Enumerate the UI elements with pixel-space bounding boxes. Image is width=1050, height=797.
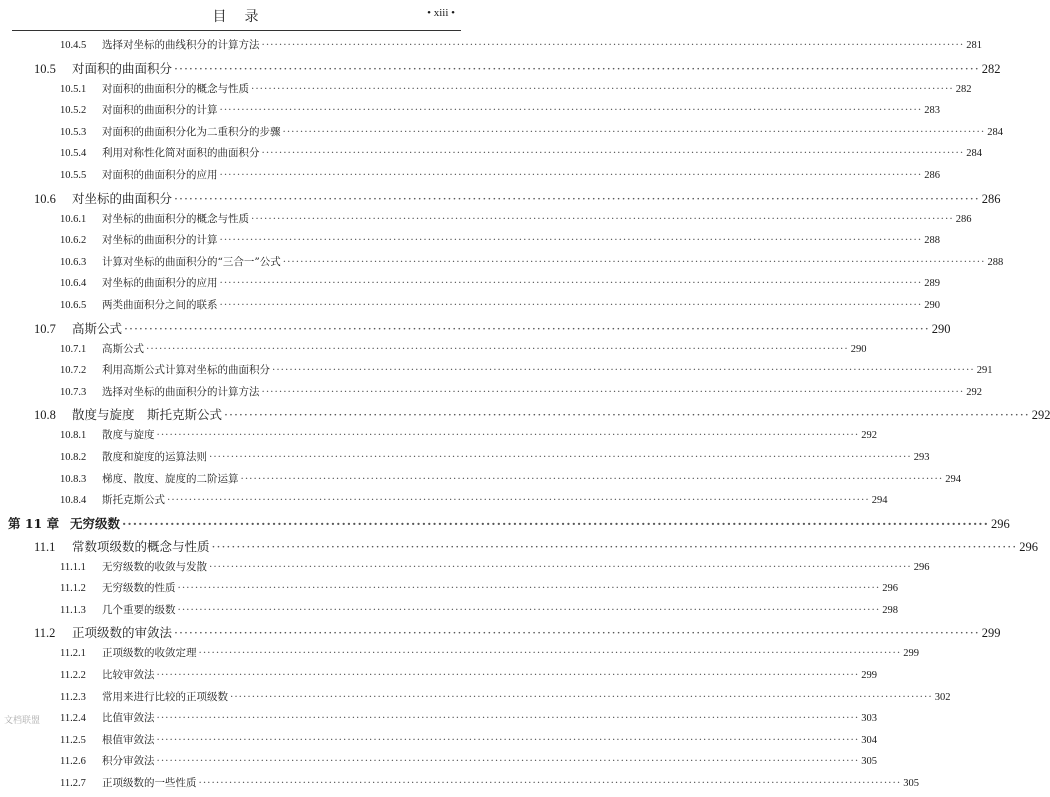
dot-leader bbox=[199, 647, 902, 659]
dot-leader bbox=[178, 582, 881, 594]
toc-subsection[interactable] bbox=[0, 167, 940, 189]
toc-entry-page: 290 bbox=[924, 299, 940, 311]
toc-entry-title: 散度和旋度的运算法则 bbox=[102, 450, 207, 463]
toc-entry-title: 斯托克斯公式 bbox=[102, 494, 165, 507]
toc-subsection[interactable] bbox=[0, 254, 1004, 276]
toc-entry-number: 10.7.1 bbox=[60, 343, 87, 355]
dot-leader bbox=[262, 147, 965, 159]
toc-entry-page: 283 bbox=[924, 105, 940, 117]
toc-entry-title: 比值审敛法 bbox=[102, 712, 155, 725]
toc-subsection[interactable] bbox=[0, 297, 940, 319]
toc-entry-number: 10.6 bbox=[34, 191, 56, 206]
toc-entry-title: 计算对坐标的曲面积分的“三合一”公式 bbox=[102, 255, 281, 268]
toc-subsection[interactable] bbox=[0, 732, 877, 754]
toc-entry-number: 10.4.5 bbox=[60, 40, 87, 51]
toc-entry-number: 10.5 bbox=[34, 61, 56, 76]
toc-entry-title: 正项级数的一些性质 bbox=[102, 777, 197, 790]
toc-entry-number: 11.2.5 bbox=[60, 734, 86, 746]
toc-entry-number: 11.2.2 bbox=[60, 670, 86, 682]
toc-entry-page: 305 bbox=[903, 778, 919, 790]
toc-section[interactable] bbox=[0, 537, 1038, 559]
toc-subsection[interactable] bbox=[0, 341, 867, 363]
toc-entry-number: 10.5.2 bbox=[60, 105, 87, 117]
dot-leader bbox=[220, 277, 923, 289]
toc-entry-number: 10.7.3 bbox=[60, 386, 87, 398]
toc-entry-number: 10.5.3 bbox=[60, 126, 87, 138]
toc-entry-number: 10.8.4 bbox=[60, 495, 87, 507]
toc-entry-number: 11.2.6 bbox=[60, 756, 86, 768]
toc-entry-number: 10.5.1 bbox=[60, 83, 87, 95]
toc-subsection[interactable] bbox=[0, 580, 898, 602]
toc-entry-title: 高斯公式 bbox=[72, 320, 123, 336]
toc-entry-number: 10.8.2 bbox=[60, 451, 87, 463]
dot-leader bbox=[220, 299, 923, 311]
toc-entry-number: 10.8.3 bbox=[60, 473, 87, 485]
toc-entry-page: 303 bbox=[861, 713, 877, 725]
toc-entry-title: 常用来进行比较的正项级数 bbox=[102, 690, 228, 703]
toc-subsection[interactable] bbox=[0, 384, 982, 406]
toc-entry-number: 11.2.4 bbox=[60, 713, 86, 725]
toc-entry-page: 304 bbox=[861, 734, 877, 746]
toc-subsection[interactable] bbox=[0, 124, 1003, 146]
toc-entry-page: 298 bbox=[882, 604, 898, 616]
toc-subsection[interactable] bbox=[0, 602, 898, 624]
toc-subsection[interactable] bbox=[0, 710, 877, 732]
toc-entry-title: 对面积的曲面积分的概念与性质 bbox=[102, 82, 249, 95]
toc-entry-title: 无穷级数的收敛与发散 bbox=[102, 560, 207, 573]
toc-entry-number: 10.6.2 bbox=[60, 235, 87, 247]
toc-section[interactable] bbox=[0, 189, 1001, 211]
toc-entry-number: 10.6.5 bbox=[60, 299, 87, 311]
toc-entry-title: 对坐标的曲面积分的概念与性质 bbox=[102, 212, 249, 225]
dot-leader bbox=[178, 604, 881, 616]
dot-leader bbox=[209, 561, 912, 573]
toc-entry-page: 282 bbox=[981, 61, 1001, 76]
dot-leader bbox=[174, 191, 980, 206]
toc-entry-page: 291 bbox=[976, 365, 993, 377]
toc-subsection[interactable] bbox=[0, 102, 940, 124]
toc-entry-title: 对面积的曲面积分的应用 bbox=[102, 168, 218, 181]
toc-section[interactable] bbox=[0, 405, 1050, 427]
dot-leader bbox=[167, 494, 870, 506]
toc-entry-page: 281 bbox=[966, 40, 982, 51]
dot-leader bbox=[230, 691, 933, 703]
toc-entry-title: 对坐标的曲面积分的应用 bbox=[102, 277, 218, 290]
toc-subsection[interactable] bbox=[0, 471, 961, 493]
toc-entry-title: 对坐标的曲面积分的计算 bbox=[102, 234, 218, 247]
dot-leader bbox=[262, 39, 965, 51]
toc-entry-title: 正项级数的审敛法 bbox=[72, 625, 173, 641]
toc-subsection[interactable] bbox=[0, 232, 940, 254]
dot-leader bbox=[209, 451, 912, 463]
toc-entry-page: 299 bbox=[903, 648, 919, 660]
header-title: 目 录 bbox=[212, 9, 261, 25]
watermark: 文档联盟 bbox=[4, 716, 41, 726]
toc-entry-title: 选择对坐标的曲面积分的计算方法 bbox=[102, 385, 260, 398]
toc-subsection[interactable] bbox=[0, 211, 972, 233]
dot-leader bbox=[272, 364, 975, 376]
toc-entry-title: 高斯公式 bbox=[102, 342, 144, 355]
toc-entry-title: 两类曲面积分之间的联系 bbox=[102, 298, 218, 311]
toc-subsection[interactable] bbox=[0, 775, 919, 797]
toc-entry-number: 10.6.4 bbox=[60, 278, 87, 290]
dot-leader bbox=[124, 321, 930, 336]
toc-subsection[interactable] bbox=[0, 559, 930, 581]
toc-entry-title: 梯度、散度、旋度的二阶运算 bbox=[102, 472, 239, 485]
toc-entry-page: 290 bbox=[850, 343, 867, 355]
toc-entry-page: 294 bbox=[871, 495, 888, 507]
toc-entry-title: 比较审敛法 bbox=[102, 669, 155, 682]
header-page-number: • xiii • bbox=[427, 7, 455, 19]
toc-entry-number: 11.2 bbox=[34, 626, 56, 641]
dot-leader bbox=[212, 539, 1018, 554]
toc-entry-page: 292 bbox=[966, 386, 982, 398]
toc-entry-number: 10.6.1 bbox=[60, 213, 87, 225]
toc-entry-title: 无穷级数的性质 bbox=[102, 582, 176, 595]
toc-entry-number: 10.6.3 bbox=[60, 256, 87, 268]
toc-entry-title: 对面积的曲面积分化为二重积分的步骤 bbox=[102, 125, 281, 138]
toc-entry-number: 11.2.3 bbox=[60, 691, 86, 703]
toc-entry-number: 11.1 bbox=[34, 539, 56, 554]
toc-entry-title: 根值审敛法 bbox=[102, 733, 155, 746]
dot-leader bbox=[220, 169, 923, 181]
dot-leader bbox=[199, 777, 902, 789]
dot-leader bbox=[174, 61, 980, 76]
toc-entry-number: 10.5.4 bbox=[60, 148, 87, 160]
toc-entry-number: 第 11 章 bbox=[8, 515, 60, 531]
toc-subsection[interactable] bbox=[0, 362, 993, 384]
dot-leader bbox=[157, 429, 860, 441]
toc-entry-title: 利用对称性化简对面积的曲面积分 bbox=[102, 147, 260, 160]
toc-entry-number: 10.7.2 bbox=[60, 365, 87, 377]
toc-entry-title: 散度与旋度 bbox=[102, 429, 155, 442]
toc-entry-page: 296 bbox=[1019, 539, 1038, 554]
toc-subsection[interactable] bbox=[0, 667, 877, 689]
toc-entry-page: 292 bbox=[861, 430, 877, 442]
toc-entry-title: 对面积的曲面积分的计算 bbox=[102, 104, 218, 117]
toc-entry-page: 296 bbox=[991, 516, 1010, 531]
toc-entry-title: 对坐标的曲面积分 bbox=[72, 190, 173, 206]
page-header bbox=[12, 0, 461, 31]
toc-entry-page: 299 bbox=[861, 670, 877, 682]
toc-entry-number: 11.1.1 bbox=[60, 561, 86, 573]
toc-subsection[interactable] bbox=[0, 81, 972, 103]
toc-entry-page: 294 bbox=[945, 473, 961, 485]
toc-entry-number: 10.8.1 bbox=[60, 430, 87, 442]
dot-leader bbox=[157, 755, 860, 767]
toc-entry-number: 11.1.2 bbox=[60, 583, 86, 595]
toc-entry-page: 284 bbox=[987, 126, 1003, 138]
toc-entry-page: 305 bbox=[861, 756, 877, 768]
dot-leader bbox=[251, 83, 954, 95]
dot-leader bbox=[251, 213, 954, 225]
toc-section[interactable] bbox=[0, 623, 1001, 645]
toc-subsection[interactable] bbox=[0, 492, 888, 514]
toc-entry-title: 几个重要的级数 bbox=[102, 603, 176, 616]
toc-entry-page: 282 bbox=[955, 83, 972, 95]
dot-leader bbox=[146, 343, 849, 355]
toc-entry-page: 296 bbox=[913, 561, 930, 573]
toc-entry-title: 对面积的曲面积分 bbox=[72, 60, 173, 76]
toc-entry-number: 10.8 bbox=[34, 408, 56, 423]
toc-entry-page: 296 bbox=[882, 583, 898, 595]
toc-entry-page: 289 bbox=[924, 278, 940, 290]
toc-entry-number: 11.2.1 bbox=[60, 648, 86, 660]
toc-chapter[interactable] bbox=[0, 514, 1010, 537]
toc-entry-title: 正项级数的收敛定理 bbox=[102, 647, 197, 660]
toc-entry-page: 293 bbox=[913, 451, 930, 463]
toc-entry-page: 302 bbox=[934, 691, 951, 703]
dot-leader bbox=[220, 234, 923, 246]
toc-entry-number: 10.5.5 bbox=[60, 169, 87, 181]
toc-subsection[interactable] bbox=[0, 645, 919, 667]
toc-entry-number: 11.1.3 bbox=[60, 604, 86, 616]
toc-entry-page: 290 bbox=[931, 321, 951, 336]
dot-leader bbox=[224, 407, 1030, 422]
toc-entry-page: 288 bbox=[924, 235, 940, 247]
toc-subsection[interactable] bbox=[0, 753, 877, 775]
dot-leader bbox=[220, 104, 923, 116]
toc-subsection[interactable] bbox=[0, 427, 877, 449]
toc-entry-page: 284 bbox=[966, 148, 982, 160]
toc-entry-page: 299 bbox=[981, 626, 1001, 641]
toc-entry-number: 11.2.7 bbox=[60, 778, 86, 790]
toc-entry-title: 散度与旋度 斯托克斯公式 bbox=[72, 407, 223, 423]
toc-entry-page: 292 bbox=[1031, 408, 1050, 423]
toc-section[interactable] bbox=[0, 59, 1001, 81]
dot-leader bbox=[262, 386, 965, 398]
table-of-contents bbox=[0, 37, 1050, 797]
dot-leader bbox=[157, 712, 860, 724]
dot-leader bbox=[122, 516, 989, 531]
toc-entry-page: 286 bbox=[955, 213, 972, 225]
toc-entry-page: 288 bbox=[987, 256, 1004, 268]
toc-entry-title: 积分审敛法 bbox=[102, 755, 155, 768]
dot-leader bbox=[241, 473, 944, 485]
toc-subsection[interactable] bbox=[0, 689, 951, 711]
toc-entry-title: 利用高斯公式计算对坐标的曲面积分 bbox=[102, 364, 270, 377]
dot-leader bbox=[283, 256, 986, 268]
dot-leader bbox=[174, 625, 980, 640]
toc-entry-title: 常数项级数的概念与性质 bbox=[72, 538, 210, 554]
toc-entry-page: 286 bbox=[924, 169, 940, 181]
toc-entry-number: 10.7 bbox=[34, 321, 56, 336]
toc-subsection[interactable] bbox=[0, 145, 982, 167]
dot-leader bbox=[283, 126, 986, 138]
dot-leader bbox=[157, 734, 860, 746]
toc-entry-page: 286 bbox=[981, 191, 1001, 206]
toc-section[interactable] bbox=[0, 319, 951, 341]
toc-subsection[interactable] bbox=[0, 449, 930, 471]
dot-leader bbox=[157, 669, 860, 681]
toc-entry-title: 无穷级数 bbox=[70, 515, 121, 531]
toc-entry-title: 选择对坐标的曲线积分的计算方法 bbox=[102, 39, 260, 51]
toc-subsection[interactable] bbox=[0, 37, 982, 59]
toc-subsection[interactable] bbox=[0, 275, 940, 297]
